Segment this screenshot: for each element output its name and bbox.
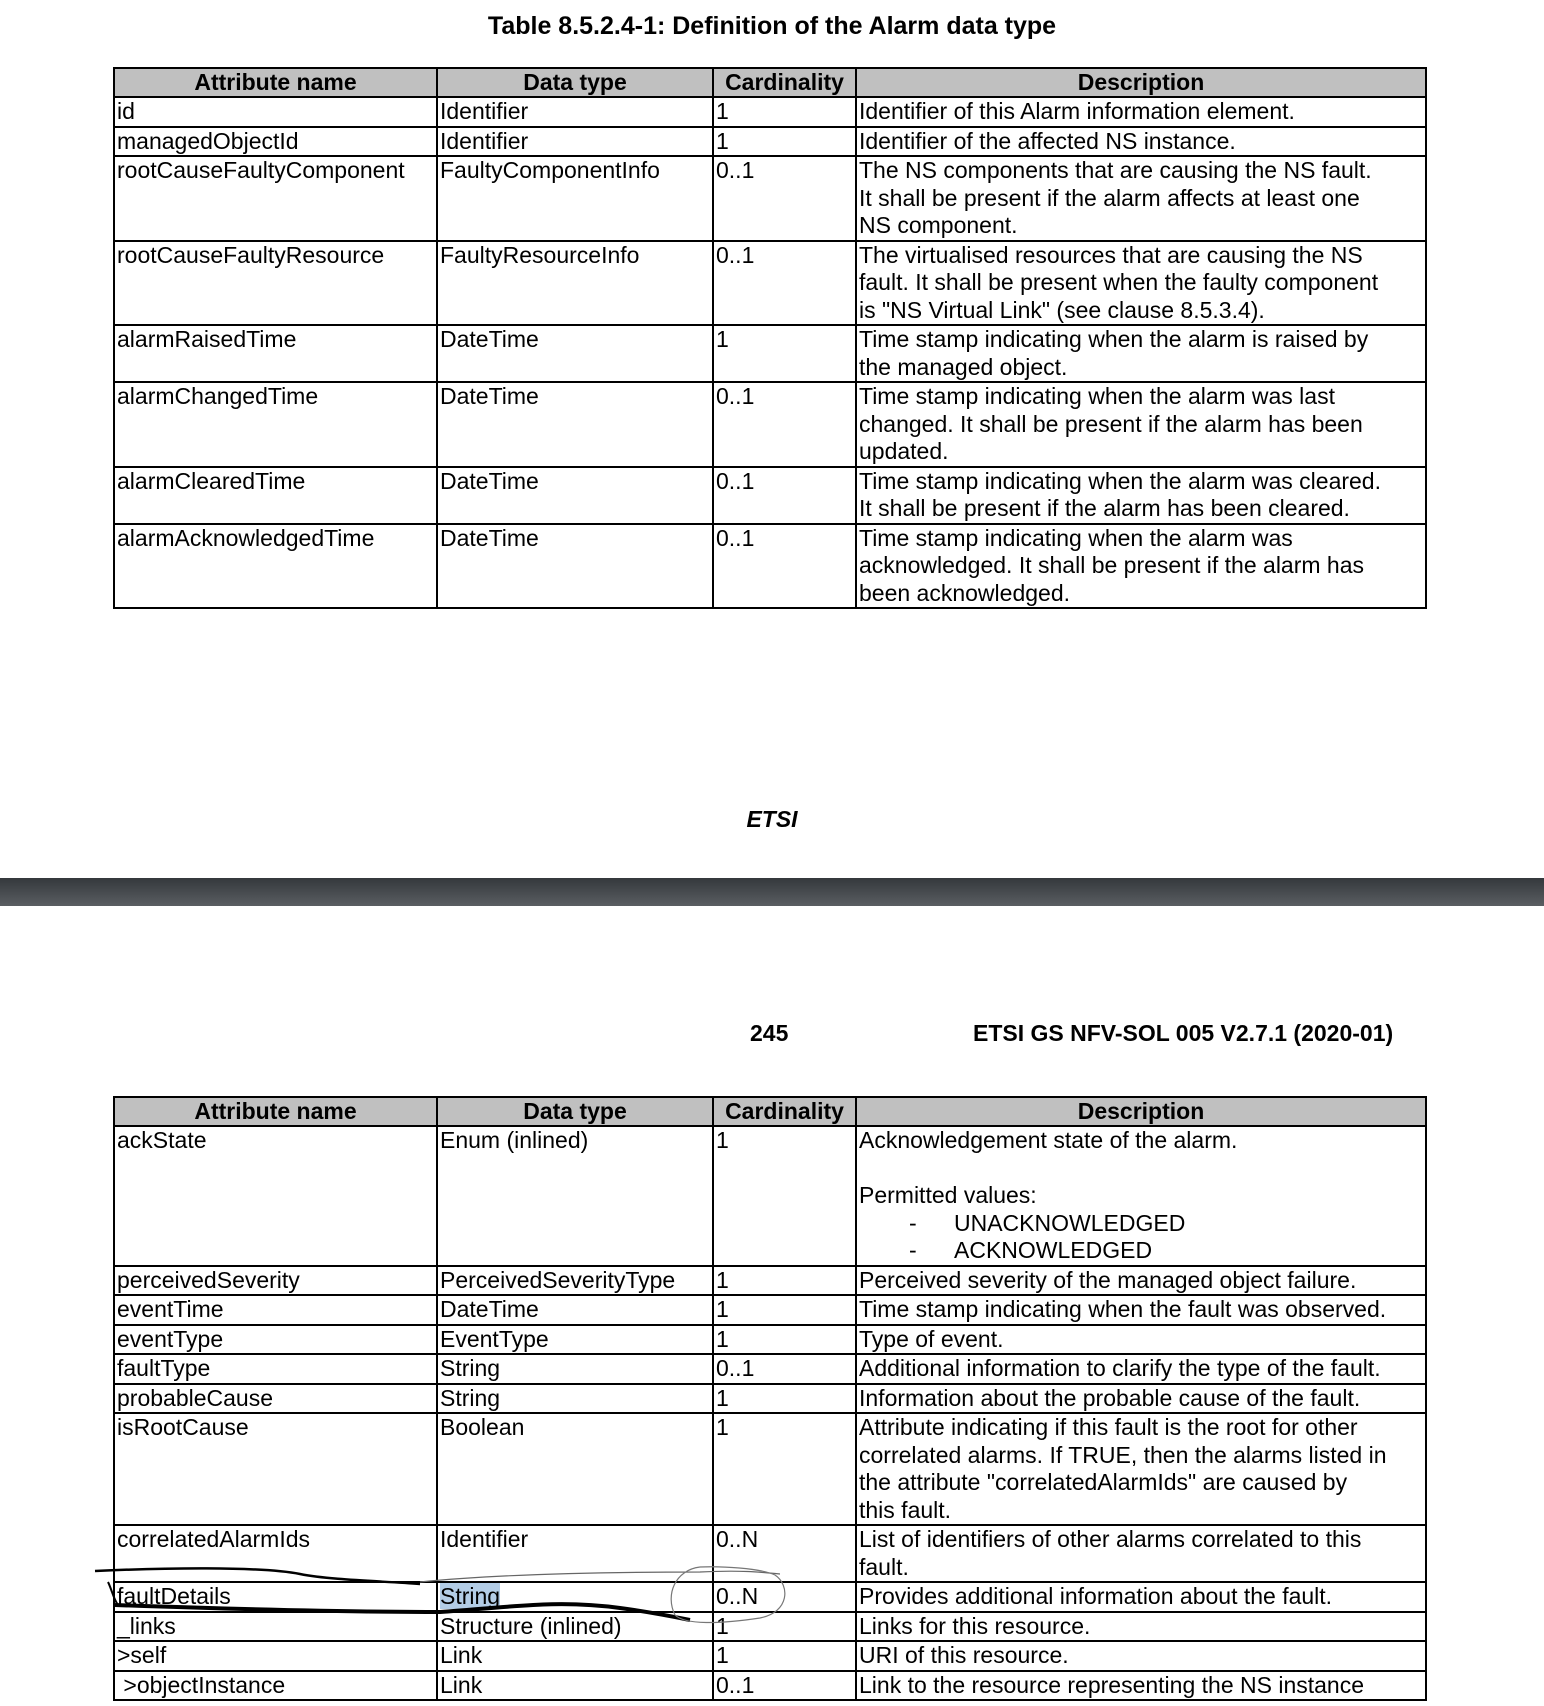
- table-row: [114, 1295, 1426, 1325]
- description-line: Type of event.: [859, 1325, 1004, 1352]
- document-id: ETSI GS NFV-SOL 005 V2.7.1 (2020-01): [973, 1020, 1394, 1046]
- description-cell: [856, 1671, 1426, 1701]
- alarm-table: [113, 67, 1427, 609]
- description-line: fault.: [859, 1553, 909, 1580]
- header-attribute-name: Attribute name: [114, 68, 437, 97]
- cardinality-cell-text: 0..1: [716, 241, 755, 268]
- data-type-cell: [437, 1354, 713, 1384]
- cardinality-cell: [713, 467, 856, 524]
- table-row: [114, 1384, 1426, 1414]
- attribute-name-cell: [114, 1413, 437, 1525]
- cardinality-cell: [713, 241, 856, 326]
- attribute-name-cell: [114, 1325, 437, 1355]
- attribute-name-cell-text: faultDetails: [117, 1583, 231, 1609]
- description-line: fault. It shall be present when the faulty component: [859, 269, 1379, 295]
- page-number: 245: [750, 1020, 789, 1046]
- table-row: [114, 1612, 1426, 1642]
- attribute-name-cell: [114, 1671, 437, 1701]
- data-type-cell-text: Link: [440, 1671, 483, 1698]
- cardinality-cell-text: 1: [716, 1266, 729, 1293]
- table-row: [114, 1413, 1426, 1525]
- description-line: updated.: [859, 438, 949, 464]
- description-line: List of identifiers of other alarms correlated to this: [859, 1526, 1362, 1552]
- cardinality-cell: [713, 382, 856, 467]
- data-type-cell: [437, 156, 713, 241]
- description-line: The virtualised resources that are causing the NS: [859, 241, 1363, 268]
- table-row: [114, 1525, 1426, 1582]
- table-row: [114, 156, 1426, 241]
- page-footer-etsi: ETSI: [746, 806, 798, 832]
- attribute-name-cell: [114, 325, 437, 382]
- description-cell: [856, 325, 1426, 382]
- description-line: Time stamp indicating when the alarm was cleared.: [859, 467, 1381, 494]
- cardinality-cell-text: 1: [716, 1642, 729, 1668]
- description-line: NS component.: [859, 212, 1018, 238]
- attribute-name-cell-text: eventType: [117, 1325, 224, 1352]
- description-line: the attribute "correlatedAlarmIds" are caused by: [859, 1469, 1348, 1495]
- cardinality-cell: [713, 524, 856, 609]
- cardinality-cell: [713, 325, 856, 382]
- cardinality-cell: [713, 1354, 856, 1384]
- attribute-name-cell-text: alarmChangedTime: [117, 383, 319, 409]
- table-row: [114, 1641, 1426, 1671]
- data-type-cell: [437, 1266, 713, 1296]
- cardinality-cell-text: 0..1: [716, 1671, 755, 1698]
- cardinality-cell: [713, 1384, 856, 1414]
- attribute-name-cell-text: correlatedAlarmIds: [117, 1526, 311, 1552]
- cardinality-cell-text: 0..1: [716, 157, 755, 183]
- cardinality-cell-text: 0..1: [716, 467, 755, 494]
- attribute-name-cell: [114, 1525, 437, 1582]
- data-type-cell-text: DateTime: [440, 326, 539, 352]
- cardinality-cell-text: 1: [716, 1296, 729, 1322]
- data-type-cell-text: String: [440, 1583, 501, 1609]
- data-type-cell: [437, 241, 713, 326]
- description-cell: [856, 1582, 1426, 1612]
- description-line: - ACKNOWLEDGED: [909, 1237, 1153, 1263]
- cardinality-cell-text: 0..N: [716, 1583, 759, 1609]
- attribute-name-cell: [114, 1354, 437, 1384]
- table-row: [114, 467, 1426, 524]
- table-row: [114, 241, 1426, 326]
- data-type-cell-text: Structure (inlined): [440, 1612, 622, 1639]
- description-cell: [856, 1295, 1426, 1325]
- description-line: is "NS Virtual Link" (see clause 8.5.3.4).: [859, 296, 1265, 323]
- attribute-name-cell: [114, 156, 437, 241]
- data-type-cell: [437, 1525, 713, 1582]
- attribute-name-cell: [114, 1582, 437, 1612]
- attribute-name-cell-text: _links: [117, 1612, 176, 1639]
- cardinality-cell-text: 1: [716, 127, 729, 154]
- cardinality-cell-text: 1: [716, 98, 729, 124]
- description-cell: [856, 1384, 1426, 1414]
- attribute-name-cell-text: managedObjectId: [117, 127, 299, 154]
- description-cell: [856, 1525, 1426, 1582]
- description-cell: [856, 467, 1426, 524]
- description-cell: [856, 1354, 1426, 1384]
- cardinality-cell: [713, 127, 856, 157]
- description-line: correlated alarms. If TRUE, then the alarms listed in: [859, 1441, 1387, 1468]
- description-cell: [856, 1612, 1426, 1642]
- table-row: [114, 382, 1426, 467]
- description-line: Time stamp indicating when the alarm is raised by: [859, 326, 1369, 352]
- attribute-name-cell: [114, 1295, 437, 1325]
- description-line: Identifier of the affected NS instance.: [859, 127, 1236, 154]
- attribute-name-cell: [114, 467, 437, 524]
- table-row: [114, 1266, 1426, 1296]
- attribute-name-cell-text: perceivedSeverity: [117, 1266, 300, 1293]
- attribute-name-cell: [114, 97, 437, 127]
- attribute-name-cell: [114, 1384, 437, 1414]
- data-type-cell-text: Boolean: [440, 1414, 525, 1440]
- header-cardinality: Cardinality: [713, 68, 856, 97]
- cardinality-cell-text: 0..1: [716, 1355, 755, 1381]
- description-cell: [856, 1413, 1426, 1525]
- data-type-cell: [437, 524, 713, 609]
- attribute-name-cell-text: alarmClearedTime: [117, 467, 306, 494]
- attribute-name-cell-text: >self: [117, 1642, 167, 1668]
- attribute-name-cell-text: ackState: [117, 1127, 207, 1153]
- description-line: Attribute indicating if this fault is the root for other: [859, 1414, 1358, 1440]
- data-type-cell-text: Identifier: [440, 127, 529, 154]
- description-line: Time stamp indicating when the alarm was last: [859, 383, 1335, 409]
- data-type-cell: [437, 1641, 713, 1671]
- data-type-cell: [437, 1384, 713, 1414]
- page-divider: [0, 878, 1544, 906]
- data-type-cell-text: Link: [440, 1642, 483, 1668]
- attribute-name-cell-text: rootCauseFaultyResource: [117, 241, 385, 268]
- description-cell: [856, 382, 1426, 467]
- description-line: The NS components that are causing the NS fault.: [859, 157, 1372, 183]
- attribute-name-cell: [114, 1126, 437, 1266]
- data-type-cell: [437, 1582, 713, 1612]
- data-type-cell: [437, 1325, 713, 1355]
- description-line: Information about the probable cause of the fault.: [859, 1384, 1361, 1411]
- description-cell: [856, 127, 1426, 157]
- attribute-name-cell-text: rootCauseFaultyComponent: [117, 157, 405, 183]
- data-type-cell-text: DateTime: [440, 383, 539, 409]
- table-row: [114, 1126, 1426, 1266]
- table-row: [114, 524, 1426, 609]
- table-row: [114, 1582, 1426, 1612]
- data-type-cell: [437, 127, 713, 157]
- description-cell: [856, 156, 1426, 241]
- header-description: Description: [856, 1097, 1426, 1126]
- cardinality-cell: [713, 1582, 856, 1612]
- description-line: Link to the resource representing the NS instance: [859, 1671, 1365, 1698]
- cardinality-cell: [713, 1126, 856, 1266]
- description-line: URI of this resource.: [859, 1642, 1069, 1668]
- description-line: Perceived severity of the managed object failure.: [859, 1266, 1357, 1293]
- data-type-cell: [437, 1295, 713, 1325]
- description-line: Additional information to clarify the type of the fault.: [859, 1355, 1381, 1381]
- description-line: Time stamp indicating when the fault was observed.: [859, 1296, 1387, 1322]
- cardinality-cell: [713, 1525, 856, 1582]
- description-cell: [856, 524, 1426, 609]
- cardinality-cell: [713, 1671, 856, 1701]
- alarm-table-continued: [113, 1096, 1427, 1701]
- data-type-cell-text: Identifier: [440, 98, 529, 124]
- attribute-name-cell-text: faultType: [117, 1355, 211, 1381]
- description-line: It shall be present if the alarm has been cleared.: [859, 495, 1350, 521]
- attribute-name-cell: [114, 382, 437, 467]
- attribute-name-cell-text: >objectInstance: [117, 1671, 286, 1698]
- header-description: Description: [856, 68, 1426, 97]
- header-row: [114, 68, 1426, 97]
- description-line: [859, 1155, 1423, 1183]
- description-line: Identifier of this Alarm information element.: [859, 98, 1295, 124]
- cardinality-cell: [713, 156, 856, 241]
- data-type-cell: [437, 1413, 713, 1525]
- data-type-cell-text: FaultyResourceInfo: [440, 241, 640, 268]
- attribute-name-cell: [114, 524, 437, 609]
- attribute-name-cell-text: alarmAcknowledgedTime: [117, 524, 375, 551]
- attribute-name-cell-text: id: [117, 98, 135, 124]
- data-type-cell-text: FaultyComponentInfo: [440, 157, 660, 183]
- description-line: It shall be present if the alarm affects at least one: [859, 184, 1360, 211]
- table-row: [114, 1325, 1426, 1355]
- description-line: this fault.: [859, 1496, 952, 1523]
- attribute-name-cell: [114, 1641, 437, 1671]
- table-row: [114, 325, 1426, 382]
- attribute-name-cell-text: alarmRaisedTime: [117, 326, 297, 352]
- description-cell: [856, 241, 1426, 326]
- data-type-cell-text: String: [440, 1384, 501, 1411]
- cardinality-cell-text: 0..1: [716, 383, 755, 409]
- data-type-cell: [437, 1126, 713, 1266]
- table-title: Table 8.5.2.4-1: Definition of the Alarm data type: [487, 12, 1057, 40]
- data-type-cell: [437, 382, 713, 467]
- header-row: [114, 1097, 1426, 1126]
- description-line: changed. It shall be present if the alarm has been: [859, 410, 1363, 437]
- data-type-cell: [437, 325, 713, 382]
- data-type-cell-text: EventType: [440, 1325, 549, 1352]
- cardinality-cell-text: 0..1: [716, 524, 755, 551]
- cardinality-cell: [713, 1413, 856, 1525]
- description-line: Acknowledgement state of the alarm.: [859, 1127, 1238, 1153]
- cardinality-cell-text: 1: [716, 1612, 729, 1639]
- data-type-cell-text: DateTime: [440, 524, 539, 551]
- description-line: been acknowledged.: [859, 579, 1070, 606]
- description-cell: [856, 1325, 1426, 1355]
- cardinality-cell-text: 1: [716, 1325, 729, 1352]
- cardinality-cell: [713, 1641, 856, 1671]
- header-attribute-name: Attribute name: [114, 1097, 437, 1126]
- header-data-type: Data type: [437, 1097, 713, 1126]
- data-type-cell-text: Enum (inlined): [440, 1127, 589, 1153]
- cardinality-cell-text: 1: [716, 326, 729, 352]
- description-line: the managed object.: [859, 353, 1068, 380]
- cardinality-cell: [713, 1295, 856, 1325]
- cardinality-cell-text: 1: [716, 1414, 729, 1440]
- data-type-cell: [437, 97, 713, 127]
- attribute-name-cell-text: isRootCause: [117, 1414, 249, 1440]
- data-type-cell-text: String: [440, 1355, 501, 1381]
- description-cell: [856, 1266, 1426, 1296]
- cardinality-cell: [713, 1325, 856, 1355]
- description-cell: [856, 1641, 1426, 1671]
- description-line: acknowledged. It shall be present if the alarm has: [859, 552, 1365, 578]
- cardinality-cell-text: 1: [716, 1384, 729, 1411]
- description-line: - UNACKNOWLEDGED: [909, 1209, 1186, 1236]
- attribute-name-cell: [114, 241, 437, 326]
- cardinality-cell-text: 1: [716, 1127, 729, 1153]
- description-line: Permitted values:: [859, 1182, 1037, 1208]
- attribute-name-cell: [114, 1612, 437, 1642]
- attribute-name-cell: [114, 127, 437, 157]
- cardinality-cell: [713, 1612, 856, 1642]
- cardinality-cell: [713, 1266, 856, 1296]
- table-row: [114, 97, 1426, 127]
- description-line: Time stamp indicating when the alarm was: [859, 524, 1293, 551]
- attribute-name-cell-text: eventTime: [117, 1296, 224, 1322]
- header-cardinality: Cardinality: [713, 1097, 856, 1126]
- description-line: Links for this resource.: [859, 1612, 1091, 1639]
- attribute-name-cell: [114, 1266, 437, 1296]
- table-row: [114, 1671, 1426, 1701]
- description-line: Provides additional information about the fault.: [859, 1583, 1333, 1609]
- data-type-cell-text: DateTime: [440, 1296, 539, 1322]
- data-type-cell-text: PerceivedSeverityType: [440, 1266, 676, 1293]
- data-type-cell: [437, 467, 713, 524]
- cardinality-cell: [713, 97, 856, 127]
- table-row: [114, 127, 1426, 157]
- data-type-cell-text: DateTime: [440, 467, 539, 494]
- attribute-name-cell-text: probableCause: [117, 1384, 274, 1411]
- table-row: [114, 1354, 1426, 1384]
- header-data-type: Data type: [437, 68, 713, 97]
- description-cell: [856, 1126, 1426, 1266]
- data-type-cell: [437, 1612, 713, 1642]
- data-type-cell-text: Identifier: [440, 1526, 529, 1552]
- data-type-cell: [437, 1671, 713, 1701]
- description-cell: [856, 97, 1426, 127]
- cardinality-cell-text: 0..N: [716, 1526, 759, 1552]
